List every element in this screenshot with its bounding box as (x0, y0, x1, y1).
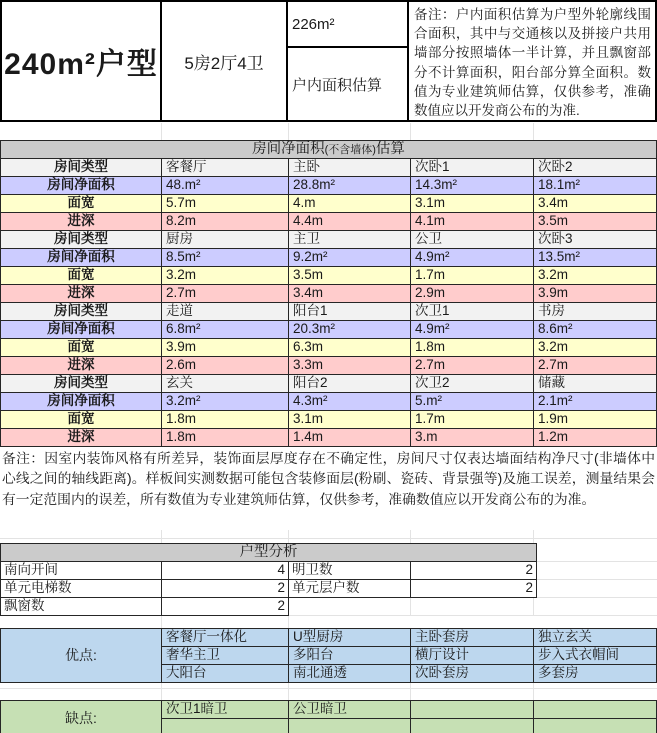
room-width-cell: 1.7m (411, 267, 534, 285)
row-label-type: 房间类型 (1, 375, 162, 393)
row-label-area: 房间净面积 (1, 393, 162, 411)
row-label-width: 面宽 (1, 339, 162, 357)
room-width-cell: 3.1m (411, 195, 534, 213)
cons-table (0, 700, 657, 733)
con-item (411, 701, 534, 719)
title-main: 房间净面积 (252, 141, 325, 157)
cons-label: 缺点: (1, 701, 162, 733)
room-width-cell: 3.5m (289, 267, 411, 285)
room-name-cell: 次卫2 (411, 375, 534, 393)
room-depth-cell: 1.8m (162, 429, 289, 447)
row-label-depth: 进深 (1, 213, 162, 231)
grid-line (161, 530, 162, 543)
room-depth-cell: 3.9m (534, 285, 657, 303)
room-area-cell: 8.5m² (162, 249, 289, 267)
grid-line (533, 683, 534, 700)
grid-line (288, 530, 289, 543)
row-label-type: 房间类型 (1, 303, 162, 321)
analysis-label: 明卫数 (289, 562, 411, 580)
room-width-cell: 3.2m (534, 267, 657, 285)
room-width-cell: 3.2m (534, 339, 657, 357)
room-depth-cell: 2.9m (411, 285, 534, 303)
room-area-cell: 5.m² (411, 393, 534, 411)
unit-area-value: 226m² (288, 2, 407, 48)
pro-item: 多套房 (534, 665, 657, 683)
row-label-width: 面宽 (1, 411, 162, 429)
room-name-cell: 储藏 (534, 375, 657, 393)
pro-item: 次卧套房 (411, 665, 534, 683)
con-item: 公卫暗卫 (289, 701, 411, 719)
room-name-cell: 客餐厅 (162, 159, 289, 177)
room-width-cell: 6.3m (289, 339, 411, 357)
analysis-value: 2 (162, 580, 289, 598)
room-depth-cell: 1.2m (534, 429, 657, 447)
room-depth-cell: 3.5m (534, 213, 657, 231)
room-width-cell: 3.9m (162, 339, 289, 357)
room-area-cell: 3.2m² (162, 393, 289, 411)
analysis-value: 2 (162, 598, 289, 616)
pro-item: 多阳台 (289, 647, 411, 665)
unit-header-table (0, 0, 657, 122)
grid-line (288, 683, 289, 700)
pro-item: U型厨房 (289, 629, 411, 647)
con-item (162, 719, 289, 733)
analysis-value: 2 (411, 562, 537, 580)
room-width-cell: 1.7m (411, 411, 534, 429)
row-label-depth: 进深 (1, 285, 162, 303)
row-label-area: 房间净面积 (1, 249, 162, 267)
room-width-cell: 1.9m (534, 411, 657, 429)
analysis-label: 单元层户数 (289, 580, 411, 598)
room-area-cell: 2.1m² (534, 393, 657, 411)
unit-analysis-table (0, 543, 537, 616)
room-width-cell: 3.4m (534, 195, 657, 213)
room-name-cell: 主卧 (289, 159, 411, 177)
room-name-cell: 次卫1 (411, 303, 534, 321)
room-name-cell: 次卧3 (534, 231, 657, 249)
grid-line (410, 530, 411, 543)
grid-line (161, 123, 162, 140)
grid-line (537, 561, 657, 562)
room-width-cell: 3.1m (289, 411, 411, 429)
room-name-cell: 走道 (162, 303, 289, 321)
pro-item: 客餐厅一体化 (162, 629, 289, 647)
room-depth-cell: 8.2m (162, 213, 289, 231)
pros-table (0, 628, 657, 683)
room-width-cell: 1.8m (162, 411, 289, 429)
empty-cell (411, 598, 537, 616)
title-suffix: 估算 (375, 141, 405, 157)
room-name-cell: 主卫 (289, 231, 411, 249)
grid-line (161, 683, 162, 700)
room-area-table (0, 140, 657, 447)
room-area-cell: 48.m² (162, 177, 289, 195)
grid-line (0, 688, 657, 689)
room-area-cell: 4.9m² (411, 249, 534, 267)
grid-line (410, 123, 411, 140)
row-label-width: 面宽 (1, 195, 162, 213)
room-area-cell: 14.3m² (411, 177, 534, 195)
pro-item: 奢华主卫 (162, 647, 289, 665)
room-name-cell: 厨房 (162, 231, 289, 249)
room-area-cell: 28.8m² (289, 177, 411, 195)
room-depth-cell: 1.4m (289, 429, 411, 447)
room-width-cell: 4.m (289, 195, 411, 213)
title-paren: (不含墙体) (324, 144, 376, 156)
room-name-cell: 次卧2 (534, 159, 657, 177)
con-item (534, 701, 657, 719)
grid-line (0, 538, 657, 539)
room-area-cell: 13.5m² (534, 249, 657, 267)
room-depth-cell: 2.6m (162, 357, 289, 375)
room-depth-cell: 3.4m (289, 285, 411, 303)
con-item (534, 719, 657, 733)
room-area-cell: 6.8m² (162, 321, 289, 339)
unit-area-label: 户内面积估算 (292, 76, 383, 94)
analysis-value: 4 (162, 562, 289, 580)
grid-line (410, 683, 411, 700)
pro-item: 独立玄关 (534, 629, 657, 647)
analysis-label: 单元电梯数 (1, 580, 162, 598)
unit-area-column (288, 2, 409, 120)
room-width-cell: 3.2m (162, 267, 289, 285)
room-width-cell: 5.7m (162, 195, 289, 213)
grid-line (533, 123, 534, 140)
room-name-cell: 次卧1 (411, 159, 534, 177)
row-label-depth: 进深 (1, 357, 162, 375)
room-depth-cell: 4.1m (411, 213, 534, 231)
pro-item: 步入式衣帽间 (534, 647, 657, 665)
unit-title: 240m²户型 (2, 2, 162, 120)
room-name-cell: 公卫 (411, 231, 534, 249)
grid-line (288, 123, 289, 140)
row-label-area: 房间净面积 (1, 321, 162, 339)
unit-layout: 5房2厅4卫 (162, 2, 288, 120)
grid-line (537, 597, 657, 598)
room-depth-cell: 2.7m (534, 357, 657, 375)
pro-item: 大阳台 (162, 665, 289, 683)
pro-item: 横厅设计 (411, 647, 534, 665)
row-label-width: 面宽 (1, 267, 162, 285)
room-name-cell: 玄关 (162, 375, 289, 393)
grid-line (161, 616, 162, 628)
pro-item: 南北通透 (289, 665, 411, 683)
room-depth-cell: 4.4m (289, 213, 411, 231)
room-area-cell: 18.1m² (534, 177, 657, 195)
room-table-title (1, 141, 657, 159)
analysis-label: 南向开间 (1, 562, 162, 580)
room-area-cell: 8.6m² (534, 321, 657, 339)
bottom-remark: 备注：因室内装饰风格有所差异，装饰面层厚度存在不确定性，房间尺寸仅表达墙面结构净尺寸(非墙体中心线之间的轴线距离)。样板间实测数据可能包含装修面层(粉刷、瓷砖、背景强等)及施工误差，测量结果会有一定范围内的误差，所有数值为专业建筑师估算，仅供参考，准确数值应以开发商公布的为准。 (2, 451, 655, 507)
row-label-type: 房间类型 (1, 231, 162, 249)
header-remark: 备注：户内面积估算为户型外轮廓线围合面积，其中与交通核以及拼接户共用墙部分按照墙体一半计算，并且飘窗部分不计算面积，阳台部分算全面积。数值为专业建筑师估算，仅供参考，准确数值应以开发商公布的为准. (414, 7, 651, 119)
grid-line (288, 616, 289, 628)
room-name-cell: 书房 (534, 303, 657, 321)
row-label-area: 房间净面积 (1, 177, 162, 195)
room-name-cell: 阳台1 (289, 303, 411, 321)
con-item (411, 719, 534, 733)
room-depth-cell: 2.7m (411, 357, 534, 375)
row-label-depth: 进深 (1, 429, 162, 447)
room-area-cell: 4.9m² (411, 321, 534, 339)
con-item (289, 719, 411, 733)
grid-line (537, 579, 657, 580)
room-depth-cell: 3.3m (289, 357, 411, 375)
room-area-cell: 9.2m² (289, 249, 411, 267)
room-depth-cell: 3.m (411, 429, 534, 447)
pro-item: 主卧套房 (411, 629, 534, 647)
room-area-cell: 20.3m² (289, 321, 411, 339)
row-label-type: 房间类型 (1, 159, 162, 177)
empty-cell (289, 598, 411, 616)
pros-label: 优点: (1, 629, 162, 683)
room-width-cell: 1.8m (411, 339, 534, 357)
analysis-title: 户型分析 (1, 544, 537, 562)
room-area-cell: 4.3m² (289, 393, 411, 411)
con-item: 次卫1暗卫 (162, 701, 289, 719)
room-name-cell: 阳台2 (289, 375, 411, 393)
grid-line (533, 530, 534, 543)
analysis-value: 2 (411, 580, 537, 598)
analysis-label: 飘窗数 (1, 598, 162, 616)
room-depth-cell: 2.7m (162, 285, 289, 303)
